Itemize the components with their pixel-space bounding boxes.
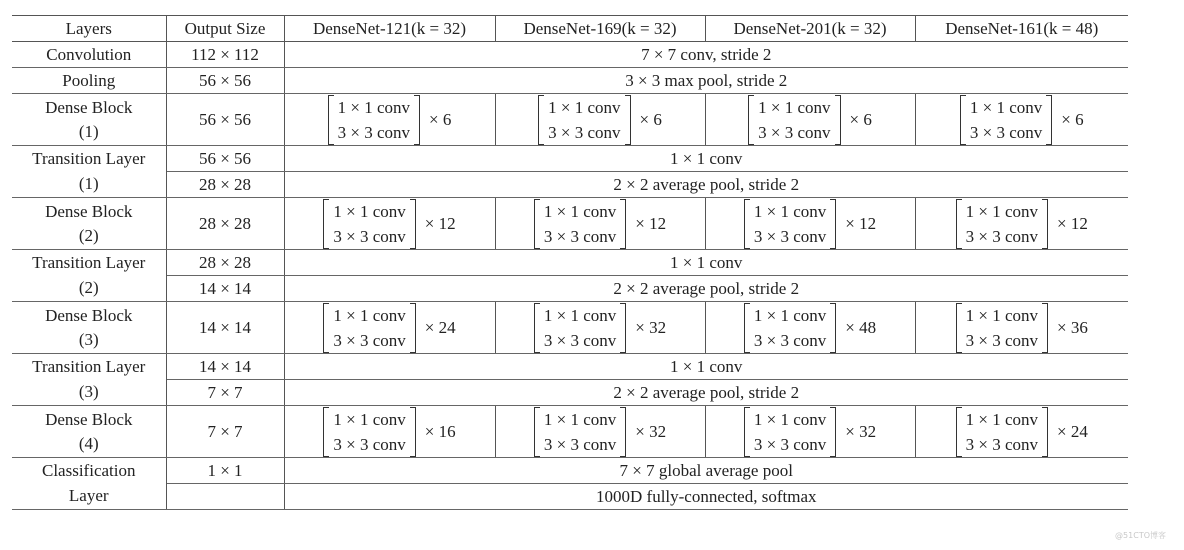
dense-block-cell: 1 × 1 conv 3 × 3 conv × 16 — [284, 406, 495, 458]
layer-spec: 1 × 1 conv — [284, 146, 1128, 172]
dense-block-cell: 1 × 1 conv 3 × 3 conv × 24 — [915, 406, 1128, 458]
densenet-architecture-table — [12, 15, 1128, 510]
table-row — [12, 172, 1128, 198]
layer-spec: 7 × 7 conv, stride 2 — [284, 42, 1128, 68]
dense-block-cell: 1 × 1 conv 3 × 3 conv × 32 — [495, 406, 705, 458]
layer-name: Transition Layer — [12, 146, 166, 172]
table-row — [12, 250, 1128, 276]
output-size: 7 × 7 — [166, 380, 284, 406]
layer-spec: 3 × 3 max pool, stride 2 — [284, 68, 1128, 94]
header-densenet-201: DenseNet-201(k = 32) — [705, 16, 915, 42]
dense-block-cell: 1 × 1 conv 3 × 3 conv × 36 — [915, 302, 1128, 354]
output-size: 28 × 28 — [166, 172, 284, 198]
layer-spec: 7 × 7 global average pool — [284, 458, 1128, 484]
output-size: 28 × 28 — [166, 250, 284, 276]
dense-block-cell: 1 × 1 conv 3 × 3 conv × 12 — [495, 198, 705, 250]
output-size: 56 × 56 — [166, 68, 284, 94]
table-row — [12, 198, 1128, 250]
header-densenet-169: DenseNet-169(k = 32) — [495, 16, 705, 42]
layer-spec: 2 × 2 average pool, stride 2 — [284, 276, 1128, 302]
dense-block-cell: 1 × 1 conv 3 × 3 conv × 6 — [284, 94, 495, 146]
table-row — [12, 406, 1128, 458]
output-size: 56 × 56 — [166, 146, 284, 172]
layer-number: Layer — [12, 484, 166, 510]
output-size: 7 × 7 — [166, 406, 284, 458]
table-row — [12, 276, 1128, 302]
output-size: 28 × 28 — [166, 198, 284, 250]
dense-block-cell: 1 × 1 conv 3 × 3 conv × 6 — [705, 94, 915, 146]
table-row — [12, 94, 1128, 146]
watermark: @51CTO博客 — [1115, 531, 1166, 540]
table-row — [12, 484, 1128, 510]
dense-block-cell: 1 × 1 conv 3 × 3 conv × 6 — [915, 94, 1128, 146]
table-row — [12, 380, 1128, 406]
layer-number: (1) — [12, 172, 166, 198]
dense-block-cell: 1 × 1 conv 3 × 3 conv × 6 — [495, 94, 705, 146]
layer-spec: 2 × 2 average pool, stride 2 — [284, 380, 1128, 406]
output-size: 56 × 56 — [166, 94, 284, 146]
layer-name: Dense Block (4) — [12, 406, 166, 458]
layer-name: Transition Layer — [12, 354, 166, 380]
table-row — [12, 146, 1128, 172]
layer-name: Transition Layer — [12, 250, 166, 276]
header-output-size: Output Size — [166, 16, 284, 42]
output-size: 14 × 14 — [166, 354, 284, 380]
table-row — [12, 354, 1128, 380]
layer-spec: 1 × 1 conv — [284, 354, 1128, 380]
header-layers: Layers — [12, 16, 166, 42]
layer-name: Classification — [12, 458, 166, 484]
header-densenet-161: DenseNet-161(k = 48) — [915, 16, 1128, 42]
layer-name: Dense Block (1) — [12, 94, 166, 146]
layer-name: Dense Block (2) — [12, 198, 166, 250]
table-row — [12, 458, 1128, 484]
dense-block-cell: 1 × 1 conv 3 × 3 conv × 12 — [705, 198, 915, 250]
dense-block-cell: 1 × 1 conv 3 × 3 conv × 12 — [915, 198, 1128, 250]
output-size — [166, 484, 284, 510]
dense-block-cell: 1 × 1 conv 3 × 3 conv × 32 — [705, 406, 915, 458]
header-densenet-121: DenseNet-121(k = 32) — [284, 16, 495, 42]
layer-spec: 1000D fully-connected, softmax — [284, 484, 1128, 510]
dense-block-cell: 1 × 1 conv 3 × 3 conv × 12 — [284, 198, 495, 250]
dense-block-cell: 1 × 1 conv 3 × 3 conv × 24 — [284, 302, 495, 354]
dense-block-cell: 1 × 1 conv 3 × 3 conv × 48 — [705, 302, 915, 354]
layer-number: (2) — [12, 276, 166, 302]
output-size: 14 × 14 — [166, 276, 284, 302]
layer-name: Convolution — [12, 42, 166, 68]
layer-spec: 2 × 2 average pool, stride 2 — [284, 172, 1128, 198]
header-row — [12, 16, 1128, 42]
output-size: 1 × 1 — [166, 458, 284, 484]
table-row — [12, 302, 1128, 354]
dense-block-cell: 1 × 1 conv 3 × 3 conv × 32 — [495, 302, 705, 354]
table-row — [12, 42, 1128, 68]
table-row — [12, 68, 1128, 94]
output-size: 14 × 14 — [166, 302, 284, 354]
layer-name: Pooling — [12, 68, 166, 94]
layer-name: Dense Block (3) — [12, 302, 166, 354]
layer-number: (3) — [12, 380, 166, 406]
output-size: 112 × 112 — [166, 42, 284, 68]
layer-spec: 1 × 1 conv — [284, 250, 1128, 276]
